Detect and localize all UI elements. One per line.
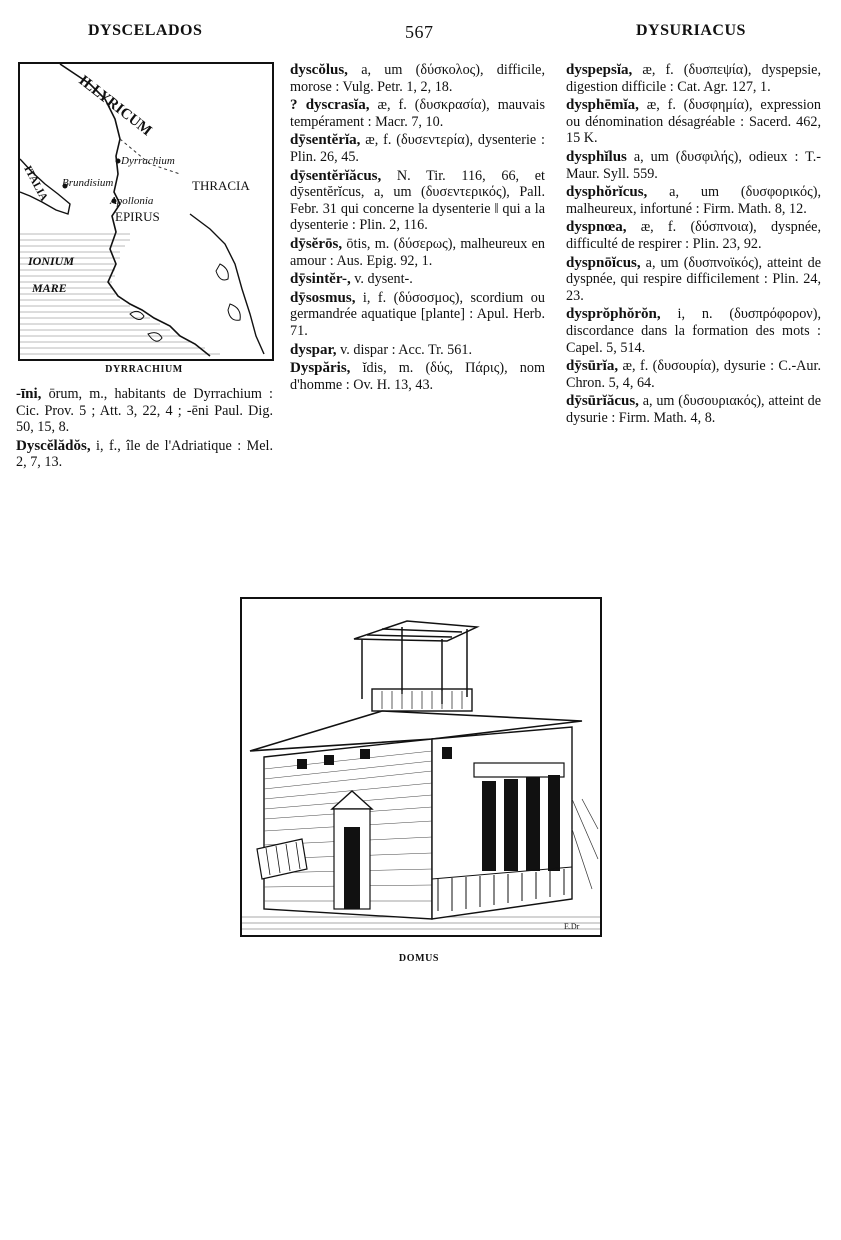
column-2 — [290, 62, 545, 395]
entry — [290, 360, 545, 393]
column-1 — [16, 386, 273, 473]
map-label-epirus: EPIRUS — [115, 209, 160, 224]
entry-text: æ, f. (δυσπεψία), dyspepsie, digestion difficile : Cat. Agr. 127, 1. — [566, 62, 821, 95]
entry — [566, 184, 821, 217]
entry-text: i, f. (δύσοσμος), scordium ou germandrée aquatique [plante] : Apul. Herb. 71. — [290, 289, 545, 339]
entry-headword: dȳsĕrōs, — [290, 235, 343, 252]
entry-text: v. dysent-. — [350, 271, 413, 288]
entry — [566, 306, 821, 356]
entry-headword: dysphŏrĭcus, — [566, 184, 648, 201]
entry-headword: dyspnœa, — [566, 219, 627, 236]
entry — [566, 62, 821, 95]
entry-headword: ? dyscrasĭa, — [290, 97, 370, 114]
entry-text: æ, f. (δυσεντερία), dysenterie : Plin. 26, 45. — [290, 132, 545, 165]
entry — [566, 219, 821, 252]
entry-text: ōrum, m., habitants de Dyrrachium : Cic. Prov. 5 ; Att. 3, 22, 4 ; -ēni Paul. Dig. 50, 15, 8. — [16, 386, 273, 436]
entry — [566, 255, 821, 305]
entry — [290, 132, 545, 165]
entry-headword: dysphēmĭa, — [566, 97, 639, 114]
entry — [290, 62, 545, 95]
map-caption: DYRRACHIUM — [105, 364, 183, 375]
map-label-mare: MARE — [32, 281, 67, 295]
entry-text: a, um (δύσκολος), difficile, morose : Vulg. Petr. 1, 2, 18. — [290, 62, 545, 95]
entry — [290, 236, 545, 269]
map-label-apollonia: Apollonia — [110, 195, 154, 207]
entry-headword: dysphĭlus — [566, 148, 627, 165]
domus-illustration — [240, 597, 602, 937]
entry — [290, 290, 545, 340]
entry-headword: dȳsentĕrĭa, — [290, 132, 361, 149]
map-label-thracia: THRACIA — [192, 178, 250, 193]
column-3 — [566, 62, 821, 428]
entry-headword: dȳsosmus, — [290, 289, 356, 306]
map-dyrrachium — [18, 62, 274, 361]
entry-headword: dyspnōĭcus, — [566, 254, 641, 271]
entry-text: a, um (δυσφορικός), malheureux, infortuné : Firm. Math. 8, 12. — [566, 184, 821, 217]
entry-text: a, um (δυσουριακός), atteint de dysurie : Firm. Math. 4, 8. — [566, 393, 821, 426]
entry-text: i, f., île de l'Adriatique : Mel. 2, 7, 13. — [16, 437, 273, 471]
entry-headword: dȳsintĕr-, — [290, 271, 351, 288]
entry — [566, 149, 821, 182]
entry-text: æ, f. (δύσπνοια), dyspnée, difficulté de respirer : Plin. 23, 92. — [566, 219, 821, 252]
entry-text: v. dispar : Acc. Tr. 561. — [336, 341, 473, 358]
entry — [290, 168, 545, 234]
entry-text: a, um (δυσφιλής), odieux : T.-Maur. Syll. 559. — [566, 148, 821, 182]
entry-headword: -īni, — [16, 386, 42, 402]
running-head-right: DYSURIACUS — [636, 22, 746, 39]
entry — [16, 386, 273, 436]
entry — [290, 271, 545, 288]
entry — [566, 358, 821, 391]
map-label-illyricum: ILLYRICUM — [75, 72, 155, 140]
entry-headword: dyspepsĭa, — [566, 62, 633, 78]
map-label-dyrrachium: Dyrrachium — [121, 155, 175, 167]
entry-text: æ, f. (δυσφημία), expression ou dénomination désagréable : Sacerd. 462, 15 K. — [566, 97, 821, 147]
entry-headword: dysprŏphŏrŏn, — [566, 306, 661, 323]
map-label-italia: ITALIA — [21, 163, 50, 204]
entry — [566, 97, 821, 147]
entry-text: æ, f. (δυσκρασία), mauvais tempérament : Macr. 7, 10. — [290, 97, 545, 130]
domus-caption: DOMUS — [398, 953, 440, 964]
entry — [566, 393, 821, 426]
entry-headword: Dyspăris, — [290, 360, 351, 377]
entry-text: ōtis, m. (δύσερως), malheureux en amour : Aus. Epig. 92, 1. — [290, 235, 545, 269]
entry-headword: dyscŏlus, — [290, 62, 348, 78]
entry-headword: Dyscĕlădŏs, — [16, 437, 91, 454]
entry — [16, 438, 273, 471]
map-label-ionium: IONIUM — [28, 254, 75, 268]
entry-headword: dȳsūrĭa, — [566, 358, 619, 375]
map-label-brundisium: Brundisium — [62, 177, 114, 189]
entry-headword: dȳsūrĭăcus, — [566, 393, 639, 410]
entry-text: æ, f. (δυσουρία), dysurie : C.-Aur. Chron. 5, 4, 64. — [566, 358, 821, 391]
entry — [290, 342, 545, 359]
domus-signature: E.Dr — [564, 922, 580, 931]
entry-text: a, um (δυσπνοϊκός), atteint de dyspnée, qui respire difficilement : Plin. 24, 23. — [566, 254, 821, 304]
entry-headword: dȳsentĕrĭăcus, — [290, 167, 382, 184]
entry-text: N. Tir. 116, 66, et dȳsentĕrĭcus, a, um (δυσεντερικός), Pall. Febr. 31 qui concerne la dysenterie ‖ qui a la dysenterie : Plin. 2, 116. — [290, 167, 545, 234]
entry-text: ĭdis, m. (δύς, Πάρις), nom d'homme : Ov. H. 13, 43. — [290, 360, 545, 393]
page-number: 567 — [405, 22, 434, 42]
entry-headword: dyspar, — [290, 341, 337, 358]
running-head-left: DYSCELADOS — [88, 22, 203, 39]
entry-text: i, n. (δυσπρόφορον), discordance dans la formation des mots : Capel. 5, 514. — [566, 306, 821, 356]
entry — [290, 97, 545, 130]
